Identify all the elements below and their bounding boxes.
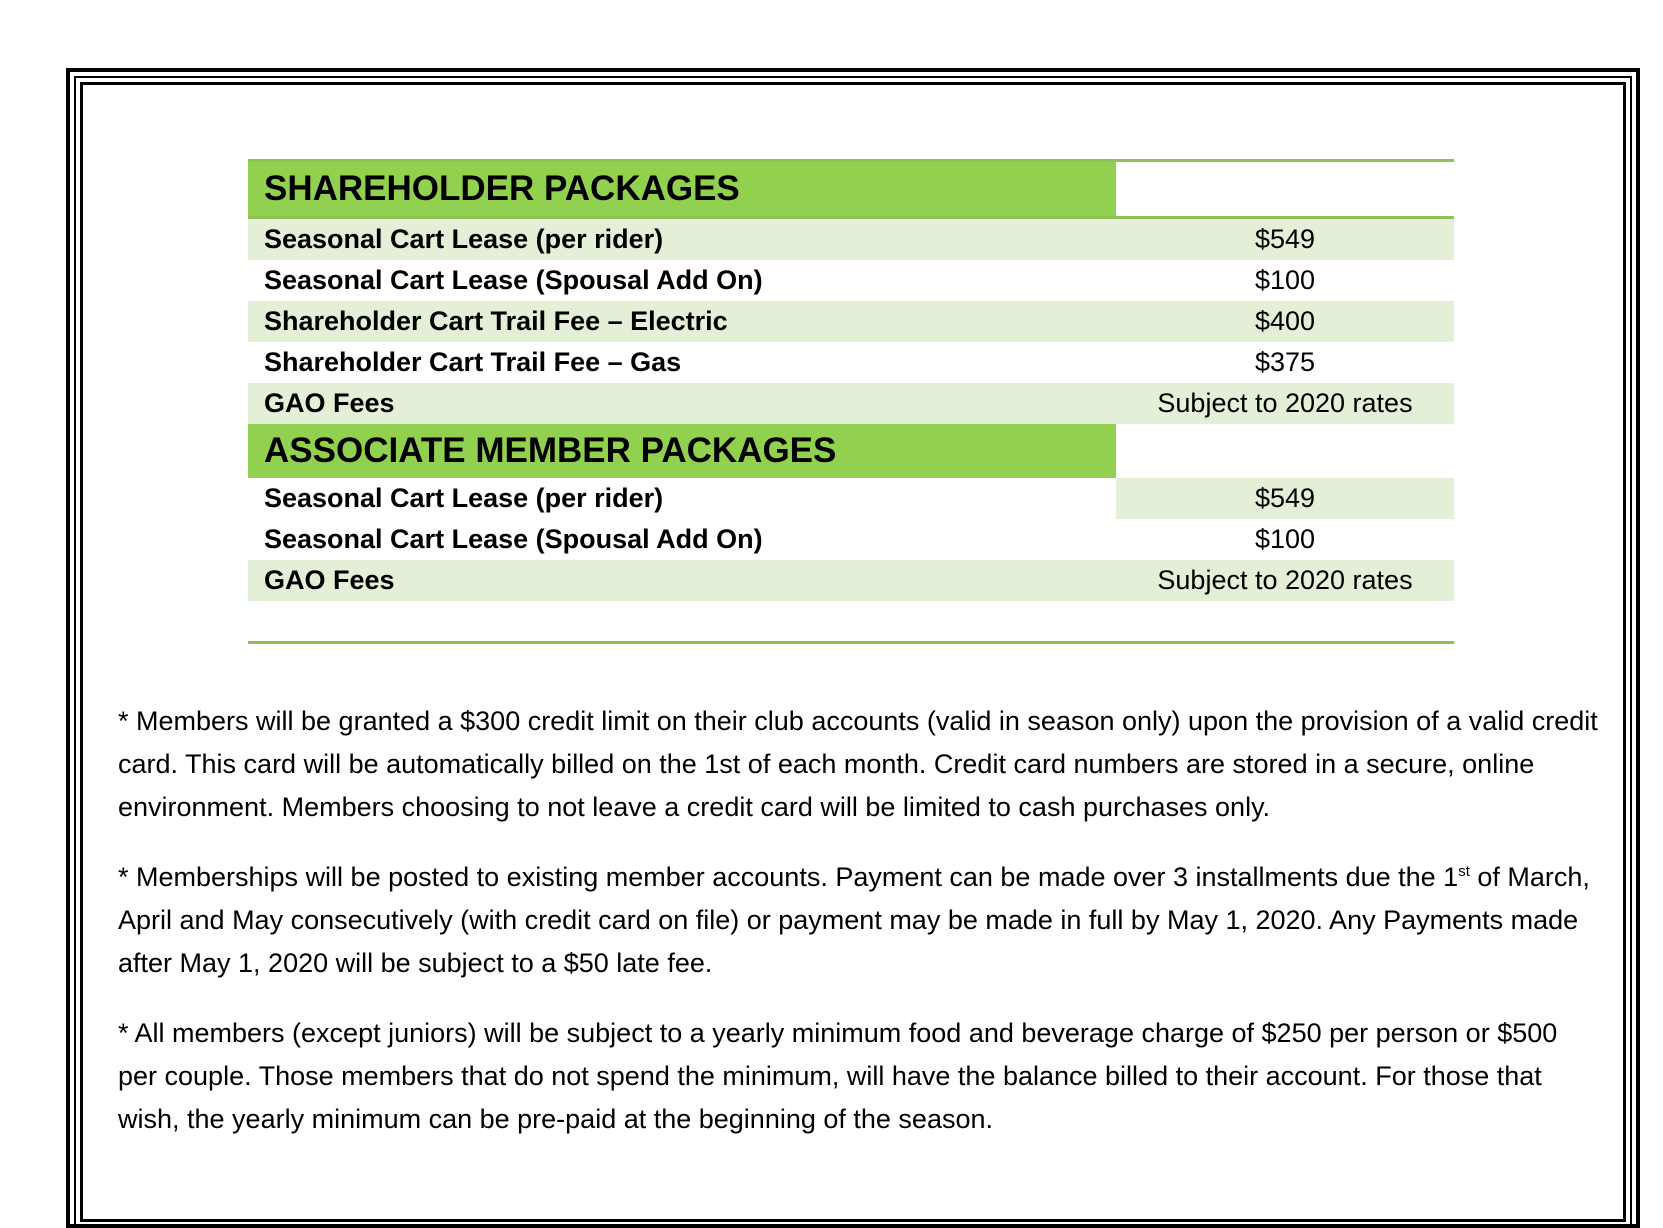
item-price: $375 xyxy=(1254,347,1316,377)
item-name: Seasonal Cart Lease (Spousal Add On) xyxy=(264,524,763,554)
table-row xyxy=(248,301,1454,342)
credit-note: * Members will be granted a $300 credit limit on their club accounts (valid in season only) upon the provision of a valid credit card. This card will be automatically billed on the 1st of each month. Credit card numbers are stored in a secure, online environment. Members choosing to not leave a credit card will be limited to cash purchases only. xyxy=(118,706,1598,822)
item-name: Seasonal Cart Lease (Spousal Add On) xyxy=(264,265,763,295)
table-row xyxy=(248,260,1454,301)
item-price: Subject to 2020 rates xyxy=(1157,388,1413,418)
price-table xyxy=(248,159,1454,644)
item-name: Shareholder Cart Trail Fee – Electric xyxy=(264,306,728,336)
item-price: Subject to 2020 rates xyxy=(1157,565,1413,595)
item-price: $400 xyxy=(1254,306,1316,336)
item-price: $549 xyxy=(1254,224,1316,254)
notes xyxy=(118,700,1598,1168)
item-name: Seasonal Cart Lease (per rider) xyxy=(264,483,664,513)
item-name: Shareholder Cart Trail Fee – Gas xyxy=(264,347,682,377)
item-price: $100 xyxy=(1254,524,1316,554)
payment-note: * Memberships will be posted to existing member accounts. Payment can be made over 3 installments due the 1st of March, April and May consecutively (with credit card on file) or payment may be made in full by May 1, 2020. Any Payments made after May 1, 2020 will be subject to a $50 late fee. xyxy=(118,862,1590,978)
item-name: Seasonal Cart Lease (per rider) xyxy=(264,224,664,254)
minimum-note: * All members (except juniors) will be subject to a yearly minimum food and beverage charge of $250 per person or $500 per couple. Those members that do not spend the minimum, will have the balance billed to their account. For those that wish, the yearly minimum can be pre-paid at the beginning of the season. xyxy=(118,1018,1558,1134)
associate-header xyxy=(248,424,1454,478)
table-row xyxy=(248,342,1454,383)
item-name: GAO Fees xyxy=(264,565,395,595)
item-price: $549 xyxy=(1116,478,1454,519)
table-row xyxy=(248,519,1454,560)
table-row xyxy=(248,560,1454,601)
table-row xyxy=(248,478,1454,519)
shareholder-header xyxy=(248,162,1454,219)
section-title: ASSOCIATE MEMBER PACKAGES xyxy=(248,424,1116,478)
section-title: SHAREHOLDER PACKAGES xyxy=(248,162,1116,216)
item-price: $100 xyxy=(1254,265,1316,295)
item-name: GAO Fees xyxy=(264,388,395,418)
table-row xyxy=(248,383,1454,424)
table-row xyxy=(248,219,1454,260)
